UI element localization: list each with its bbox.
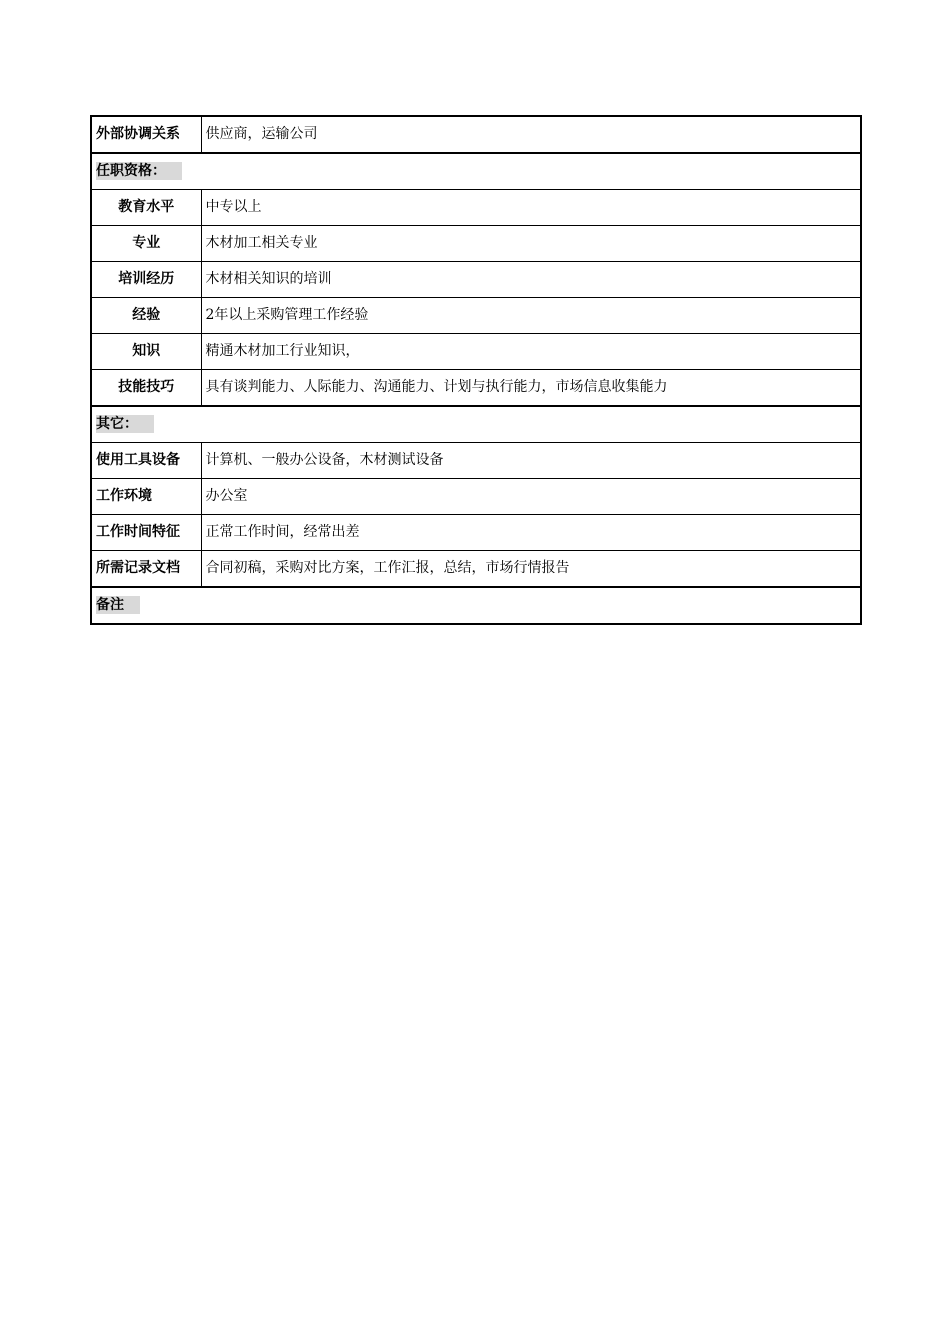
row-label: 外部协调关系 [91,116,201,153]
section-row [91,587,861,624]
section-header [91,587,861,624]
table-row [91,226,861,262]
section-title: 备注 [96,596,140,614]
row-label: 知识 [91,334,201,370]
row-label: 所需记录文档 [91,551,201,588]
section-row [91,153,861,190]
row-label: 专业 [91,226,201,262]
table-row [91,190,861,226]
table-row [91,551,861,588]
row-label: 经验 [91,298,201,334]
row-label: 教育水平 [91,190,201,226]
row-value: 正常工作时间，经常出差 [201,515,861,551]
row-value: 供应商，运输公司 [201,116,861,153]
row-label: 工作环境 [91,479,201,515]
table-row [91,116,861,153]
table-row [91,334,861,370]
row-value: 2年以上采购管理工作经验 [201,298,861,334]
job-description-table [90,115,862,625]
row-value: 办公室 [201,479,861,515]
row-label: 工作时间特征 [91,515,201,551]
table-row [91,262,861,298]
section-header [91,153,861,190]
section-title: 其它： [96,415,154,433]
row-value: 中专以上 [201,190,861,226]
table-row [91,370,861,407]
section-title: 任职资格： [96,162,182,180]
row-label: 培训经历 [91,262,201,298]
section-row [91,406,861,443]
table-row [91,479,861,515]
row-label: 技能技巧 [91,370,201,407]
row-value: 木材相关知识的培训 [201,262,861,298]
table-row [91,298,861,334]
row-value: 具有谈判能力、人际能力、沟通能力、计划与执行能力，市场信息收集能力 [201,370,861,407]
section-header [91,406,861,443]
row-value: 木材加工相关专业 [201,226,861,262]
row-value: 合同初稿，采购对比方案，工作汇报，总结，市场行情报告 [201,551,861,588]
table-row [91,443,861,479]
row-label: 使用工具设备 [91,443,201,479]
row-value: 精通木材加工行业知识， [201,334,861,370]
table-row [91,515,861,551]
row-value: 计算机、一般办公设备，木材测试设备 [201,443,861,479]
